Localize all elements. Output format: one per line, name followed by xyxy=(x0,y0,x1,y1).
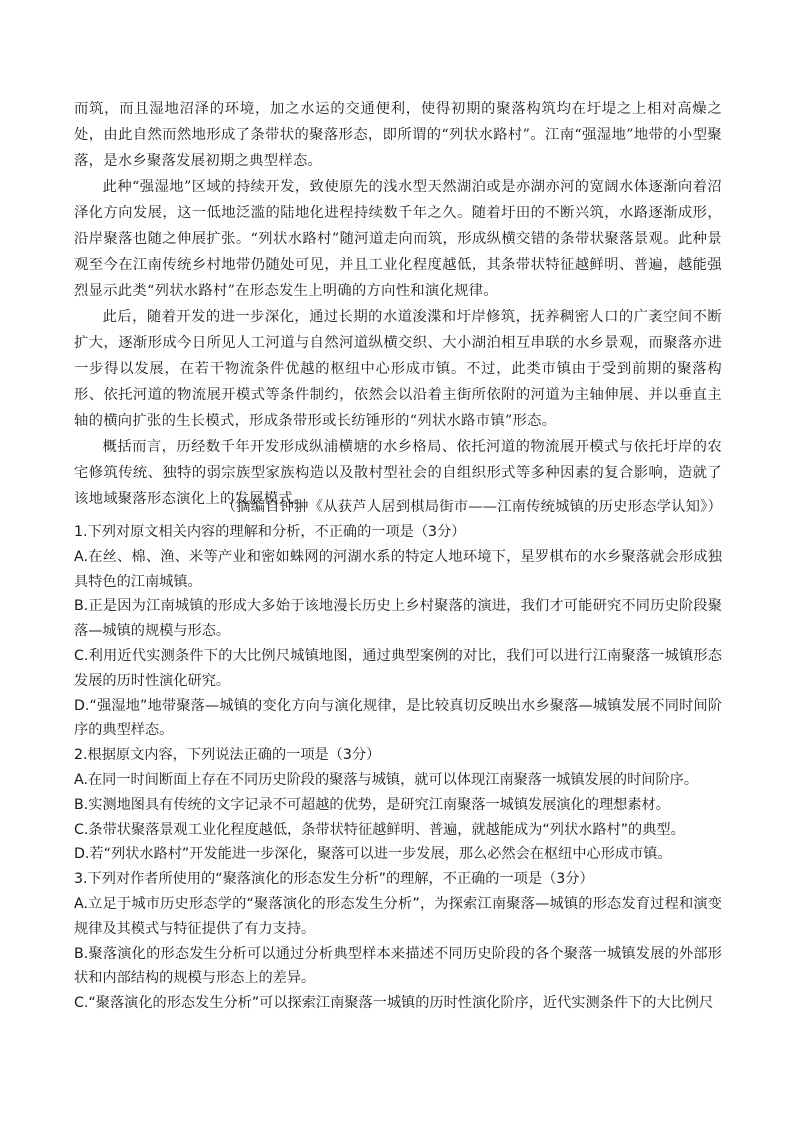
answer-option: B.正是因为江南城镇的形成大多始于该地漫长历史上乡村聚落的演进，我们才可能研究不同历史阶段聚落—城镇的规模与形态。 xyxy=(74,598,722,640)
passage-source-citation: （摘编自钟翀《从获芦人居到棋局街市——江南传统城镇的历史形态学认知》） xyxy=(221,499,722,515)
passage-paragraph: 概括而言，历经数千年开发形成纵浦横塘的水乡格局、依托河道的物流展开模式与依托圩岸的农宅修筑传统、独特的弱宗族型家族构造以及散村型社会的自组织形式等多种因素的复合影响，造就了该地域聚落形态演化上的发展模式。 xyxy=(74,439,722,507)
question-stem: 2.根据原文内容，下列说法正确的一项是（3分） xyxy=(74,747,381,764)
reading-passage xyxy=(74,96,722,512)
answer-option: A.在同一时间断面上存在不同历史阶段的聚落与城镇，就可以体现江南聚落一城镇发展的时间阶序。 xyxy=(74,771,699,788)
answer-option: C.“聚落演化的形态发生分析”可以探索江南聚落一城镇的历时性演化阶序，近代实测条件下的大比例尺 xyxy=(74,995,714,1012)
answer-option: C.利用近代实测条件下的大比例尺城镇地图，通过典型案例的对比，我们可以进行江南聚落一城镇形态发展的历时性演化研究。 xyxy=(74,647,722,689)
passage-paragraph: 此后，随着开发的进一步深化，通过长期的水道浚渫和圩岸修筑，抚养稠密人口的广袤空间不断扩大，逐渐形成今日所见人工河道与自然河道纵横交织、大小湖泊相互串联的水乡景观，而聚落亦进一步得以发展，在若干物流条件优越的枢纽中心形成市镇。不过，此类市镇由于受到前期的聚落构形、依托河道的物流展开模式等条件制约，依然会以沿着主街所依附的河道为主轴伸展、并以垂直主轴的横向扩张的生长模式，形成条带形或长纺锤形的“列状水路市镇”形态。 xyxy=(74,309,722,429)
question-list xyxy=(74,520,722,1016)
answer-option: B.聚落演化的形态发生分析可以通过分析典型样本来描述不同历史阶段的各个聚落一城镇发展的外部形状和内部结构的规模与形态上的差异。 xyxy=(74,945,722,987)
answer-option: C.条带状聚落景观工业化程度越低，条带状特征越鲜明、普遍，就越能成为“列状水路村”的典型。 xyxy=(74,821,685,838)
question-stem: 1.下列对原文相关内容的理解和分析，不正确的一项是（3分） xyxy=(74,524,466,540)
answer-option: A.立足于城市历史形态学的“聚落演化的形态发生分析”，为探索江南聚落—城镇的形态发育过程和演变规律及其模式与特征提供了有力支持。 xyxy=(74,895,722,937)
answer-option: D.“强湿地”地带聚落—城镇的变化方向与演化规律，是比较真切反映出水乡聚落—城镇发展不同时间阶序的典型样态。 xyxy=(74,697,722,739)
answer-option: B.实测地图具有传统的文字记录不可超越的优势，是研究江南聚落一城镇发展演化的理想素材。 xyxy=(74,796,670,813)
passage-paragraph: 而筑，而且湿地沼泽的环境，加之水运的交通便利，使得初期的聚落构筑均在圩堤之上相对高燥之处，由此自然而然地形成了条带状的聚落形态，即所谓的“列状水路村”。江南“强湿地”地带的小型聚落，是水乡聚落发展初期之典型样态。 xyxy=(74,101,722,169)
passage-paragraph: 此种“强湿地”区域的持续开发，致使原先的浅水型天然湖泊或是亦湖亦河的宽阔水体逐渐向着沼泽化方向发展，这一低地泛滥的陆地化进程持续数千年之久。随着圩田的不断兴筑，水路逐渐成形，沿岸聚落也随之伸展扩张。“列状水路村”随河道走向而筑，形成纵横交错的条带状聚落景观。此种景观至今在江南传统乡村地带仍随处可见，并且工业化程度越低，其条带状特征越鲜明、普遍，越能强烈显示此类“列状水路村”在形态发生上明确的方向性和演化规律。 xyxy=(74,179,722,299)
answer-option: D.若“列状水路村”开发能进一步深化，聚落可以进一步发展，那么必然会在枢纽中心形成市镇。 xyxy=(74,846,672,863)
question-stem: 3.下列对作者所使用的“聚落演化的形态发生分析”的理解，不正确的一项是（3分） xyxy=(74,871,594,888)
answer-option: A.在丝、棉、渔、米等产业和密如蛛网的河湖水系的特定人地环境下，星罗棋布的水乡聚落就会形成独具特色的江南城镇。 xyxy=(74,548,722,590)
